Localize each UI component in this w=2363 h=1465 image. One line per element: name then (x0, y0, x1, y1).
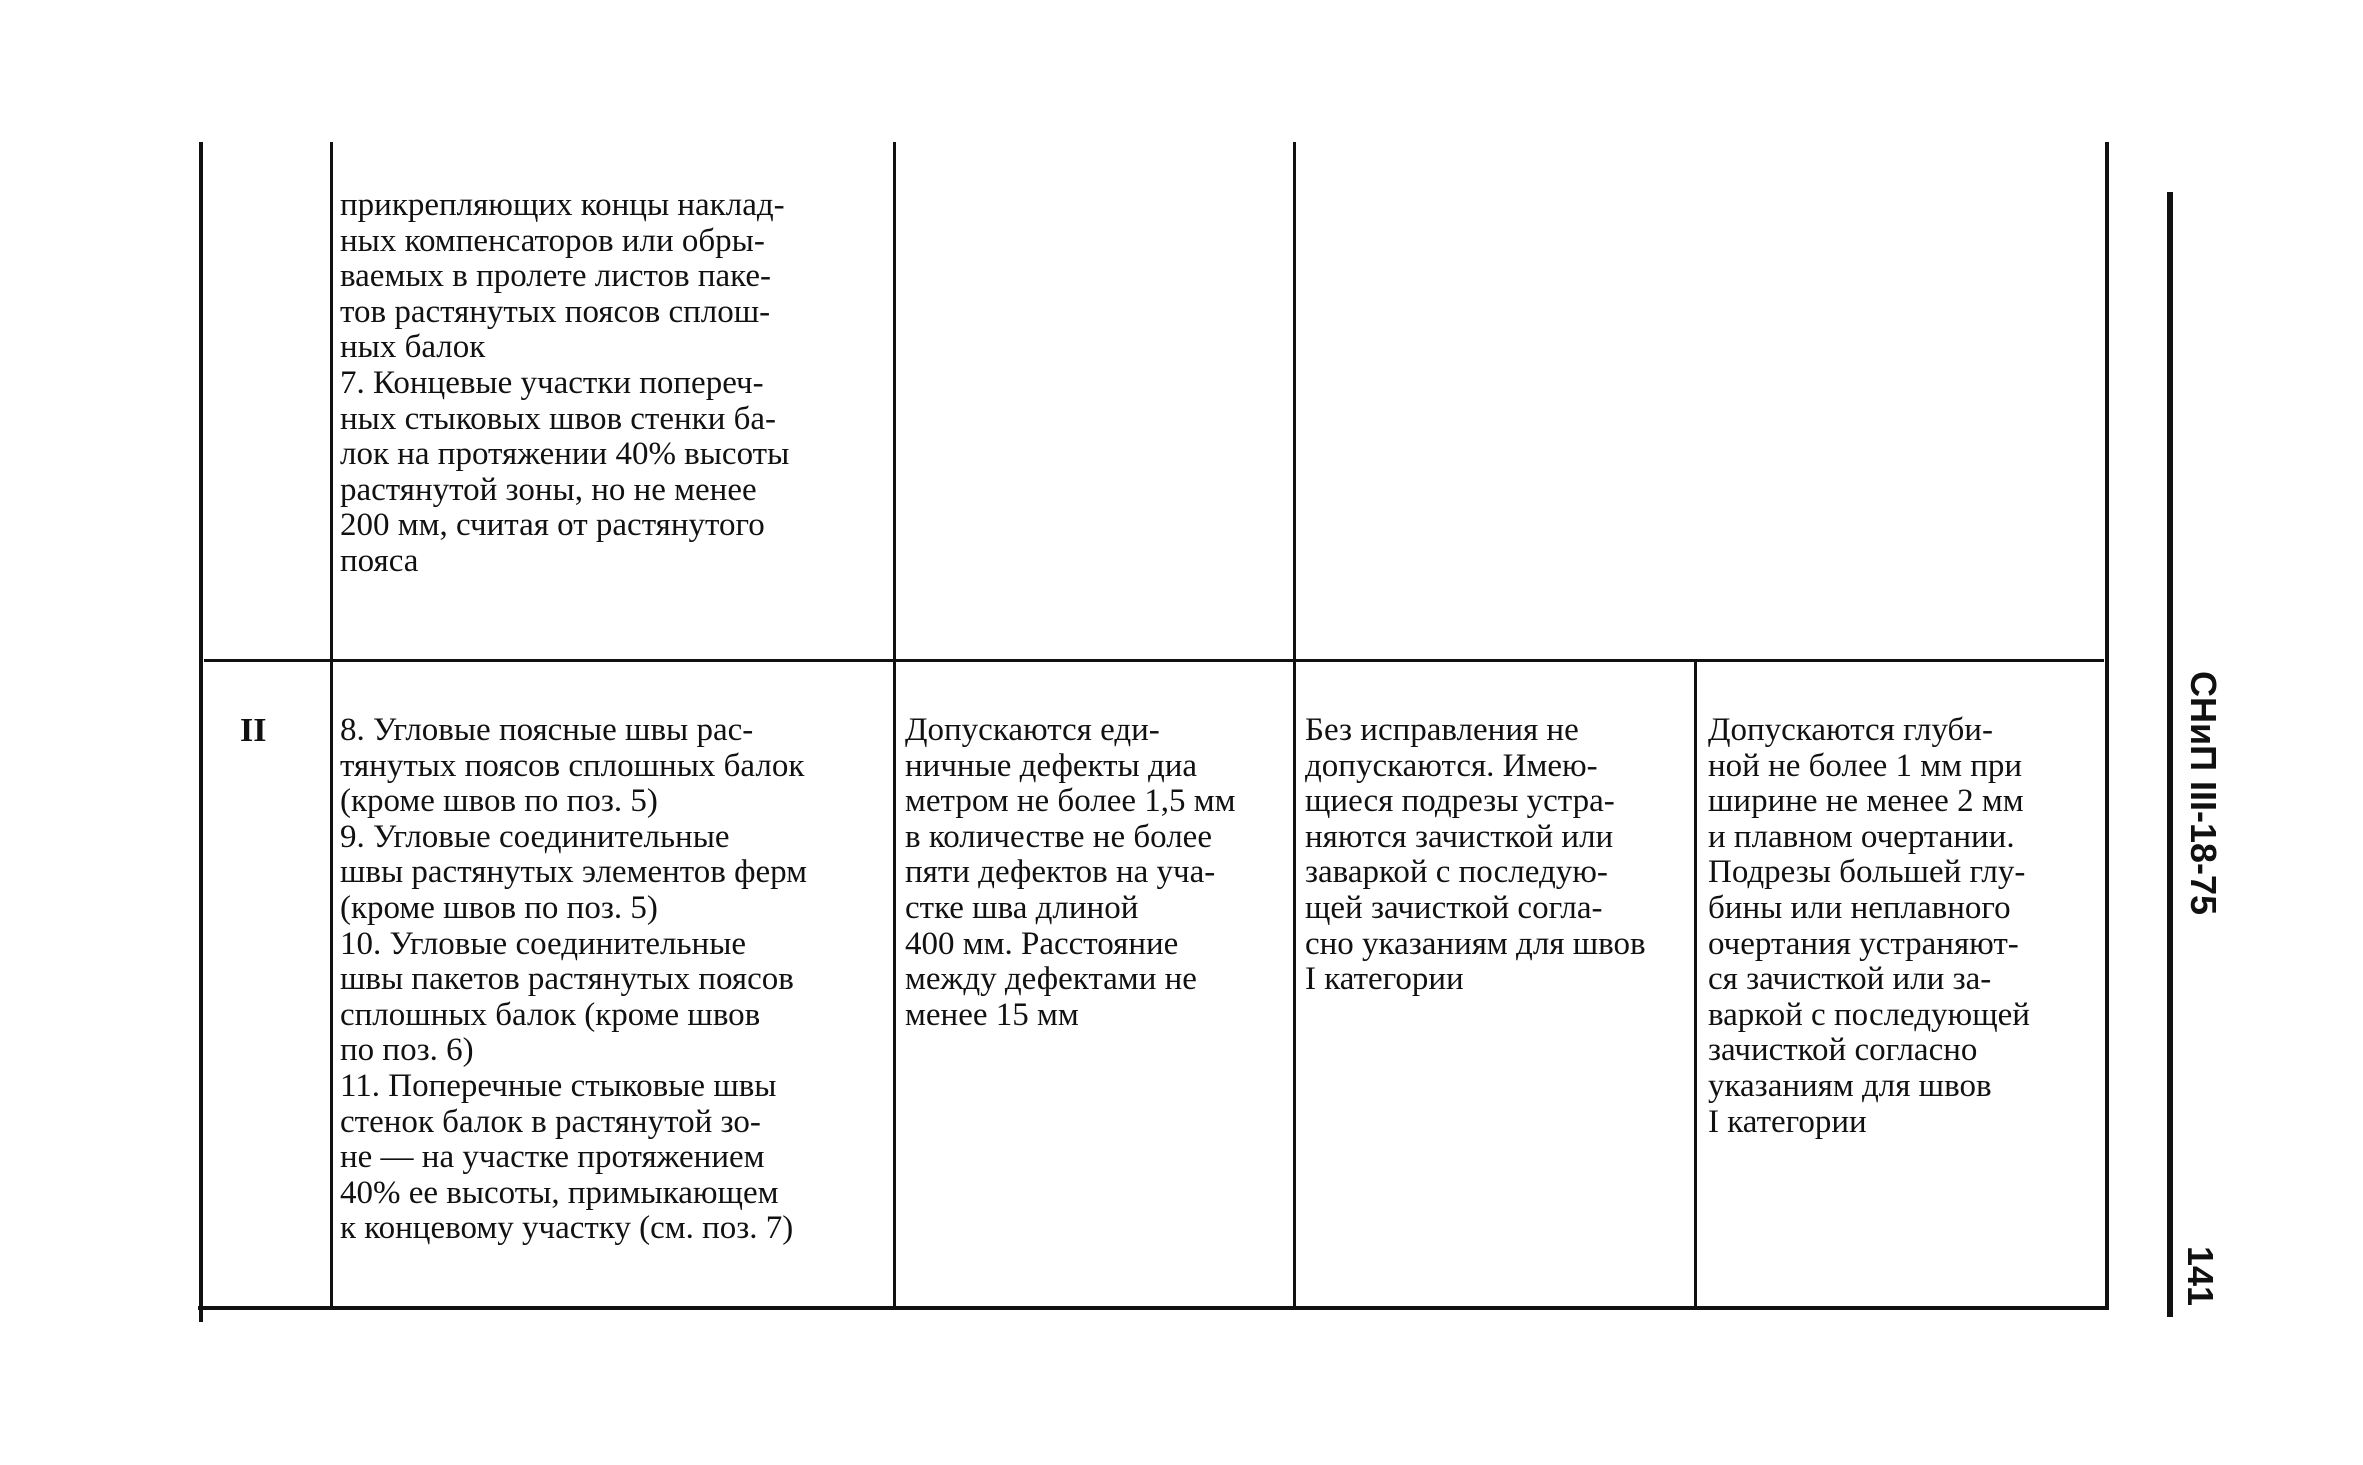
row2-pores-text: Допускаются еди- ничные дефекты диа метром не более 1,5 мм в количестве не более пяти дефектов на уча- стке шва длиной 400 мм. Расстояние между дефектами не менее 15 мм (905, 712, 1236, 1033)
table-bottom-border (198, 1306, 2109, 1310)
page-number: 141 (2180, 1245, 2221, 1307)
row2-category-number: II (240, 712, 267, 749)
column-divider-4 (1694, 662, 1697, 1307)
table-right-border (2105, 142, 2109, 1310)
table-left-border (199, 142, 203, 1322)
row1-positions-text: прикрепляющих концы наклад- ных компенсаторов или обры- ваемых в пролете листов паке- тов растянутых поясов сплош- ных балок 7. Концевые участки попереч- ных стыковых швов стенки ба- лок на протяжении 40% высоты растянутой зоны, но не менее 200 мм, считая от растянутого пояса (340, 187, 790, 579)
column-divider-1 (330, 142, 333, 1307)
margin-rule (2167, 192, 2173, 1317)
row-divider (204, 659, 2104, 662)
row2-undercuts-text: Без исправления не допускаются. Имею- щиеся подрезы устра- няются зачисткой или заваркой с последую- щей зачисткой согла- сно указаниям для швов I категории (1305, 712, 1646, 998)
document-code: СНиП III-18-75 (2183, 670, 2224, 916)
column-divider-2 (893, 142, 896, 1307)
row2-positions-text: 8. Угловые поясные швы рас- тянутых поясов сплошных балок (кроме швов по поз. 5) 9. Угловые соединительные швы растянутых элементов ферм (кроме швов по поз. 5) 10. Угловые соединительные швы пакетов растянутых поясов сплошных балок (кроме швов по поз. 6) 11. Поперечные стыковые швы стенок балок в растянутой зо- не — на участке протяжением 40% ее высоты, примыкающем к концевому участку (см. поз. 7) (340, 712, 807, 1247)
column-divider-3 (1293, 142, 1296, 1307)
row2-allowed-undercuts-text: Допускаются глуби- ной не более 1 мм при ширине не менее 2 мм и плавном очертании. Подрезы большей глу- бины или неплавного очертания устраняют- ся зачисткой или за- варкой с последующей зачисткой согласно указаниям для швов I категории (1708, 712, 2030, 1140)
